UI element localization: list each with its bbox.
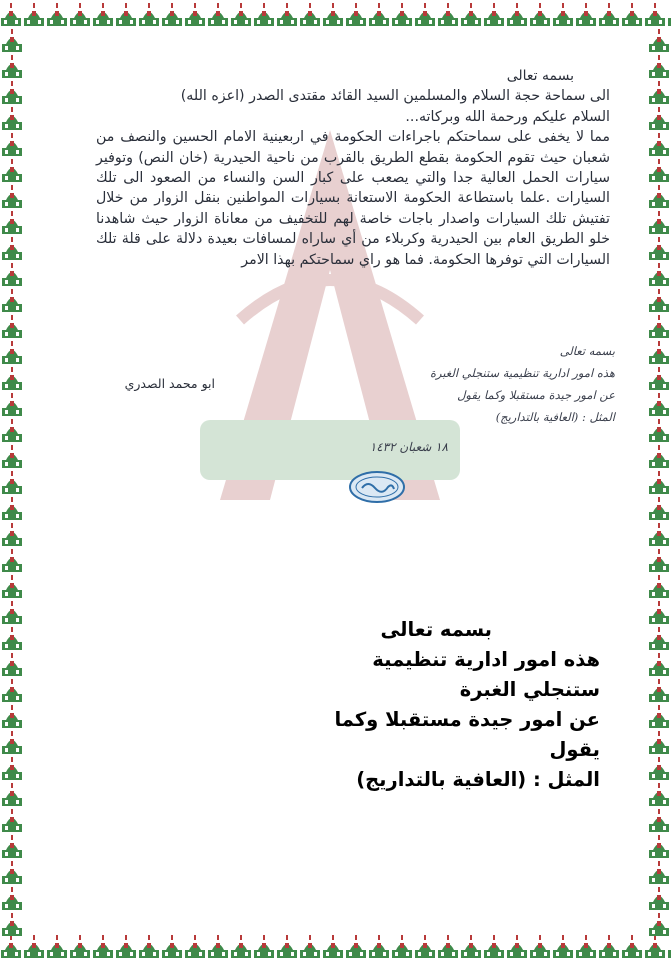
mosque-icon xyxy=(208,935,228,958)
mosque-icon xyxy=(622,3,642,26)
mosque-icon xyxy=(2,809,22,832)
mosque-icon xyxy=(323,3,343,26)
handwritten-line: المثل : (العافية بالتداريج) xyxy=(495,410,615,424)
mosque-icon xyxy=(649,393,669,416)
mosque-icon xyxy=(2,29,22,52)
mosque-icon xyxy=(649,445,669,468)
mosque-icon xyxy=(369,3,389,26)
mosque-icon xyxy=(2,601,22,624)
mosque-icon xyxy=(2,367,22,390)
mosque-icon xyxy=(2,419,22,442)
mosque-icon xyxy=(649,523,669,546)
mosque-icon xyxy=(649,731,669,754)
mosque-icon xyxy=(2,913,22,936)
mosque-icon xyxy=(2,289,22,312)
mosque-icon xyxy=(649,549,669,572)
mosque-icon xyxy=(2,185,22,208)
mosque-icon xyxy=(507,935,527,958)
mosque-icon xyxy=(369,935,389,958)
mosque-icon xyxy=(392,935,412,958)
letter-signature: ابو محمد الصدري xyxy=(124,376,215,391)
mosque-icon xyxy=(116,935,136,958)
mosque-icon xyxy=(323,935,343,958)
mosque-icon xyxy=(415,935,435,958)
mosque-icon xyxy=(649,315,669,338)
mosque-icon xyxy=(649,133,669,156)
typed-transcription xyxy=(330,615,600,795)
mosque-icon xyxy=(2,679,22,702)
mosque-icon xyxy=(649,757,669,780)
mosque-icon xyxy=(2,861,22,884)
mosque-icon xyxy=(162,3,182,26)
mosque-icon xyxy=(438,935,458,958)
mosque-icon xyxy=(622,935,642,958)
mosque-icon xyxy=(70,935,90,958)
mosque-icon xyxy=(277,935,297,958)
mosque-icon xyxy=(649,263,669,286)
mosque-icon xyxy=(649,913,669,936)
mosque-icon xyxy=(346,935,366,958)
mosque-icon xyxy=(208,3,228,26)
letter-address: الى سماحة حجة السلام والمسلمين السيد القائد مقتدى الصدر (اعزه الله) xyxy=(180,88,610,105)
typed-basmala: بسمه تعالى xyxy=(380,618,492,641)
mosque-icon xyxy=(93,3,113,26)
mosque-icon xyxy=(2,887,22,910)
typed-line: عن امور جيدة مستقبلا وكما يقول xyxy=(334,708,600,761)
mosque-icon xyxy=(438,3,458,26)
mosque-icon xyxy=(649,107,669,130)
mosque-icon xyxy=(24,935,44,958)
mosque-icon xyxy=(300,3,320,26)
mosque-icon xyxy=(2,523,22,546)
mosque-icon xyxy=(649,419,669,442)
mosque-icon xyxy=(415,3,435,26)
mosque-icon xyxy=(116,3,136,26)
mosque-icon xyxy=(649,861,669,884)
mosque-icon xyxy=(2,159,22,182)
mosque-icon xyxy=(461,935,481,958)
mosque-icon xyxy=(530,3,550,26)
mosque-icon xyxy=(576,3,596,26)
mosque-icon xyxy=(2,731,22,754)
mosque-icon xyxy=(576,935,596,958)
mosque-icon xyxy=(47,3,67,26)
handwritten-line: هذه امور ادارية تنظيمية ستنجلي الغبرة xyxy=(429,366,615,380)
mosque-icon xyxy=(2,549,22,572)
handwritten-line: عن امور جيدة مستقبلا وكما يقول xyxy=(457,388,615,402)
mosque-icon xyxy=(2,237,22,260)
mosque-icon xyxy=(649,159,669,182)
mosque-icon xyxy=(185,935,205,958)
handwritten-line: بسمه تعالى xyxy=(559,344,615,358)
mosque-icon xyxy=(649,471,669,494)
mosque-icon xyxy=(2,705,22,728)
decorative-border-right xyxy=(647,0,671,960)
mosque-icon xyxy=(231,3,251,26)
mosque-icon xyxy=(649,783,669,806)
letter-body xyxy=(96,66,610,270)
mosque-icon xyxy=(2,627,22,650)
typed-line: المثل : (العافية بالتداريج) xyxy=(356,768,600,791)
mosque-icon xyxy=(484,935,504,958)
mosque-icon xyxy=(649,29,669,52)
letter-paragraph: مما لا يخفى على سماحتكم باجراءات الحكومة في اربعينية الامام الحسين والنصف من شعبان حيث تقوم الحكومة بقطع الطريق بالقرب من ناحية الحيدرية (خان النص) وتوفير سيارات الحمل العالية جدا والتي يصعب على كبار السن والنساء من الصعود الى تلك السيارات .علما باستطاعة الحكومة الاستعانة بسيارات المواطنين بنقل الزوار من خلال تفتيش تلك السيارات واصدار باجات خاصة لهم للتخفيف من معاناة الزوار حيث شاهدنا خلو الطريق العام بين الحيدرية وكربلاء من أي ساراه لمسافات بعيدة دلالة على قلة تلك السيارات التي توفرها الحكومة. فما هو راي سماحتكم بهذا الامر xyxy=(96,129,610,268)
seal-stamp xyxy=(348,470,406,504)
mosque-icon xyxy=(93,935,113,958)
mosque-icon xyxy=(649,367,669,390)
mosque-icon xyxy=(649,705,669,728)
mosque-icon xyxy=(24,3,44,26)
mosque-icon xyxy=(185,3,205,26)
mosque-icon xyxy=(553,935,573,958)
mosque-icon xyxy=(2,497,22,520)
mosque-icon xyxy=(530,935,550,958)
handwritten-reply xyxy=(365,340,615,428)
mosque-icon xyxy=(649,81,669,104)
mosque-icon xyxy=(649,601,669,624)
mosque-icon xyxy=(649,653,669,676)
mosque-icon xyxy=(2,757,22,780)
mosque-icon xyxy=(70,3,90,26)
decorative-border-top xyxy=(0,0,671,28)
mosque-icon xyxy=(2,211,22,234)
mosque-icon xyxy=(649,679,669,702)
mosque-icon xyxy=(649,237,669,260)
mosque-icon xyxy=(599,3,619,26)
typed-line: هذه امور ادارية تنظيمية ستنجلي الغبرة xyxy=(372,648,600,701)
mosque-icon xyxy=(254,3,274,26)
mosque-icon xyxy=(484,3,504,26)
mosque-icon xyxy=(2,393,22,416)
mosque-icon xyxy=(649,185,669,208)
mosque-icon xyxy=(599,935,619,958)
mosque-icon xyxy=(162,935,182,958)
mosque-icon xyxy=(649,627,669,650)
letter-basmala: بسمه تعالى xyxy=(506,68,574,84)
mosque-icon xyxy=(139,935,159,958)
mosque-icon xyxy=(300,935,320,958)
mosque-icon xyxy=(2,445,22,468)
mosque-icon xyxy=(2,107,22,130)
mosque-icon xyxy=(649,55,669,78)
handwritten-date: ١٨ شعبان ١٤٣٢ xyxy=(369,440,448,454)
mosque-icon xyxy=(346,3,366,26)
mosque-icon xyxy=(2,55,22,78)
mosque-icon xyxy=(649,809,669,832)
mosque-icon xyxy=(392,3,412,26)
mosque-icon xyxy=(507,3,527,26)
decorative-border-left xyxy=(0,0,24,960)
mosque-icon xyxy=(2,471,22,494)
mosque-icon xyxy=(2,263,22,286)
mosque-icon xyxy=(2,341,22,364)
mosque-icon xyxy=(2,81,22,104)
mosque-icon xyxy=(2,133,22,156)
mosque-icon xyxy=(2,783,22,806)
mosque-icon xyxy=(649,211,669,234)
letter-greeting: السلام عليكم ورحمة الله وبركاته... xyxy=(405,108,610,125)
mosque-icon xyxy=(277,3,297,26)
decorative-border-bottom xyxy=(0,932,671,960)
mosque-icon xyxy=(649,835,669,858)
mosque-icon xyxy=(2,835,22,858)
mosque-icon xyxy=(2,575,22,598)
mosque-icon xyxy=(649,575,669,598)
mosque-icon xyxy=(649,289,669,312)
mosque-icon xyxy=(649,341,669,364)
mosque-icon xyxy=(649,887,669,910)
mosque-icon xyxy=(2,315,22,338)
mosque-icon xyxy=(553,3,573,26)
mosque-icon xyxy=(2,653,22,676)
mosque-icon xyxy=(649,497,669,520)
mosque-icon xyxy=(139,3,159,26)
mosque-icon xyxy=(254,935,274,958)
mosque-icon xyxy=(461,3,481,26)
mosque-icon xyxy=(47,935,67,958)
mosque-icon xyxy=(231,935,251,958)
